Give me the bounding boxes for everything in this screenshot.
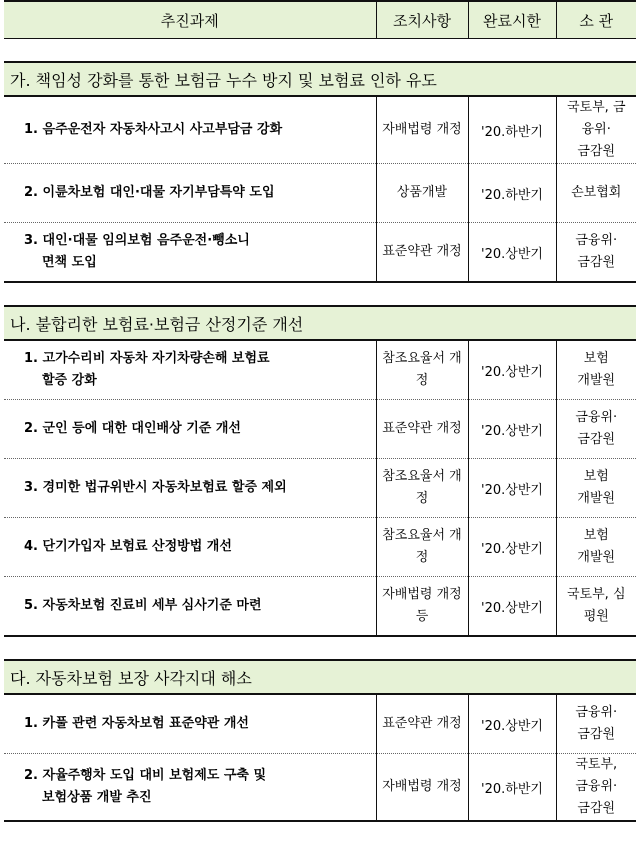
owner-cell xyxy=(556,164,636,223)
due-cell: '20.상반기 xyxy=(468,694,556,754)
owner-line-1: 금융위· xyxy=(575,233,618,248)
task-cell xyxy=(4,459,376,518)
due-cell: '20.상반기 xyxy=(468,459,556,518)
section-gap xyxy=(4,39,636,63)
task-cell xyxy=(4,223,376,283)
action-line-1: 표준약관 개정 xyxy=(382,244,462,259)
owner-cell xyxy=(556,96,636,164)
owner-line-1: 금융위· xyxy=(575,410,618,425)
action-line-1: 참조요율서 개 xyxy=(382,469,462,484)
header-task: 추진과제 xyxy=(4,1,376,39)
table-row xyxy=(4,400,636,459)
section-header xyxy=(4,306,636,340)
task-line-1: 3. 대인·대물 임의보험 음주운전·뺑소니 xyxy=(24,233,250,248)
section-header xyxy=(4,660,636,694)
owner-cell xyxy=(556,459,636,518)
task-line-1: 2. 이륜차보험 대인·대물 자기부담특약 도입 xyxy=(24,185,275,200)
owner-line-2: 개발원 xyxy=(577,550,616,565)
action-line-1: 자배법령 개정 xyxy=(382,122,462,137)
section-header xyxy=(4,62,636,96)
owner-cell xyxy=(556,754,636,822)
task-line-2: 면책 도입 xyxy=(42,255,97,270)
task-cell xyxy=(4,400,376,459)
task-cell xyxy=(4,754,376,822)
task-line-1: 2. 군인 등에 대한 대인배상 기준 개선 xyxy=(24,421,241,436)
action-cell xyxy=(376,400,468,459)
owner-cell xyxy=(556,400,636,459)
owner-cell xyxy=(556,577,636,637)
owner-line-1: 국토부, xyxy=(575,757,618,772)
action-cell xyxy=(376,754,468,822)
section-title: 가. 책임성 강화를 통한 보험금 누수 방지 및 보험료 인하 유도 xyxy=(4,62,636,96)
action-line-2: 정 xyxy=(415,491,429,506)
action-cell xyxy=(376,164,468,223)
table-row xyxy=(4,459,636,518)
header-action: 조치사항 xyxy=(376,1,468,39)
task-cell xyxy=(4,96,376,164)
task-cell xyxy=(4,518,376,577)
owner-cell xyxy=(556,694,636,754)
due-cell: '20.상반기 xyxy=(468,340,556,400)
table-row xyxy=(4,577,636,637)
owner-line-2: 평원 xyxy=(583,609,609,624)
header-due: 완료시한 xyxy=(468,1,556,39)
action-line-1: 표준약관 개정 xyxy=(382,716,462,731)
due-cell: '20.상반기 xyxy=(468,223,556,283)
action-cell xyxy=(376,518,468,577)
action-line-2: 등 xyxy=(415,609,429,624)
table-row xyxy=(4,223,636,283)
action-line-1: 자배법령 개정 xyxy=(382,779,462,794)
owner-cell xyxy=(556,223,636,283)
task-line-1: 2. 자율주행차 도입 대비 보험제도 구축 및 xyxy=(24,768,267,783)
section-title: 나. 불합리한 보험료·보험금 산정기준 개선 xyxy=(4,306,636,340)
owner-cell xyxy=(556,518,636,577)
owner-line-2: 융위· xyxy=(581,122,611,137)
due-cell: '20.상반기 xyxy=(468,518,556,577)
due-cell: '20.하반기 xyxy=(468,96,556,164)
task-line-1: 4. 단기가입자 보험료 산정방법 개선 xyxy=(24,539,232,554)
owner-line-2: 개발원 xyxy=(577,491,616,506)
owner-line-1: 금융위· xyxy=(575,705,618,720)
due-cell: '20.하반기 xyxy=(468,164,556,223)
action-line-2: 정 xyxy=(415,373,429,388)
task-cell xyxy=(4,694,376,754)
due-cell: '20.상반기 xyxy=(468,400,556,459)
owner-line-2: 개발원 xyxy=(577,373,616,388)
action-cell xyxy=(376,459,468,518)
action-cell xyxy=(376,96,468,164)
section-gap xyxy=(4,282,636,306)
action-line-1: 상품개발 xyxy=(396,185,448,200)
action-line-1: 표준약관 개정 xyxy=(382,421,462,436)
task-table xyxy=(4,0,636,822)
table-row xyxy=(4,96,636,164)
action-cell xyxy=(376,223,468,283)
task-cell xyxy=(4,340,376,400)
table-row xyxy=(4,694,636,754)
action-line-1: 참조요율서 개 xyxy=(382,528,462,543)
table-row xyxy=(4,754,636,822)
table-row xyxy=(4,340,636,400)
table-row xyxy=(4,164,636,223)
owner-line-1: 국토부, 심 xyxy=(567,587,626,602)
owner-line-1: 보험 xyxy=(583,469,609,484)
owner-line-3: 금감원 xyxy=(577,144,616,159)
task-cell xyxy=(4,577,376,637)
action-line-1: 참조요율서 개 xyxy=(382,351,462,366)
action-cell xyxy=(376,577,468,637)
owner-line-2: 금감원 xyxy=(577,255,616,270)
due-cell: '20.상반기 xyxy=(468,577,556,637)
table-row xyxy=(4,518,636,577)
table-header xyxy=(4,1,636,39)
owner-cell xyxy=(556,340,636,400)
task-line-2: 보험상품 개발 추진 xyxy=(42,790,152,805)
section-title: 다. 자동차보험 보장 사각지대 해소 xyxy=(4,660,636,694)
owner-line-1: 손보협회 xyxy=(571,185,622,200)
task-line-1: 1. 음주운전자 자동차사고시 사고부담금 강화 xyxy=(24,122,283,137)
action-cell xyxy=(376,694,468,754)
task-cell xyxy=(4,164,376,223)
owner-line-1: 국토부, 금 xyxy=(567,100,626,115)
action-cell xyxy=(376,340,468,400)
task-line-1: 3. 경미한 법규위반시 자동차보험료 할증 제외 xyxy=(24,480,287,495)
section-gap xyxy=(4,636,636,660)
due-cell: '20.하반기 xyxy=(468,754,556,822)
owner-line-1: 보험 xyxy=(583,528,609,543)
action-line-1: 자배법령 개정 xyxy=(382,587,462,602)
task-line-1: 1. 카풀 관련 자동차보험 표준약관 개선 xyxy=(24,716,249,731)
task-line-2: 할증 강화 xyxy=(42,373,97,388)
action-line-2: 정 xyxy=(415,550,429,565)
owner-line-3: 금감원 xyxy=(577,801,616,816)
task-line-1: 1. 고가수리비 자동차 자기차량손해 보험료 xyxy=(24,351,270,366)
task-line-1: 5. 자동차보험 진료비 세부 심사기준 마련 xyxy=(24,598,262,613)
owner-line-2: 금감원 xyxy=(577,432,616,447)
header-owner: 소 관 xyxy=(556,1,636,39)
owner-line-2: 금융위· xyxy=(575,779,618,794)
owner-line-2: 금감원 xyxy=(577,727,616,742)
owner-line-1: 보험 xyxy=(583,351,609,366)
